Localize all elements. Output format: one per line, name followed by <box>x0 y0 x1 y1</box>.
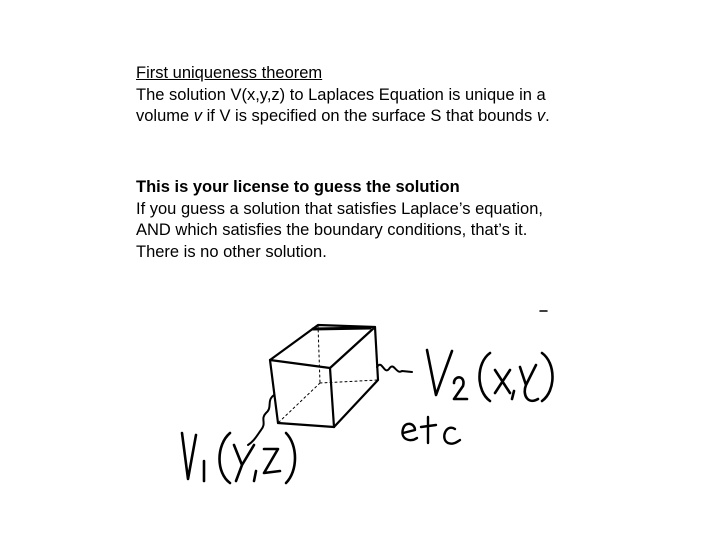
connector-squiggle-right <box>377 365 412 372</box>
theorem-line-2 <box>136 106 606 128</box>
license-line-2: AND which satisfies the boundary conditions, that’s it. <box>136 221 528 239</box>
label-v1 <box>180 433 295 483</box>
cube-drawing <box>270 325 378 427</box>
volume-symbol-2: v <box>536 107 546 125</box>
theorem-line-2-part-2: if V is specified on the surface S that bounds <box>202 107 537 125</box>
theorem-line-2-part-1: volume <box>136 107 194 125</box>
license-line-3: There is no other solution. <box>136 242 327 261</box>
label-v2-text: V2(x,y) <box>425 394 432 396</box>
license-line-1: If you guess a solution that satisfies Laplace’s equation, <box>136 199 543 218</box>
cube-boundary-sketch <box>170 295 570 495</box>
label-v2 <box>425 350 553 401</box>
label-etc-text: etc <box>400 444 403 446</box>
connector-squiggle-left <box>248 395 274 445</box>
label-v1-text: V1(y,z) <box>180 474 187 476</box>
theorem-line-2-end: . <box>545 107 550 125</box>
label-etc <box>400 417 460 446</box>
license-heading: This is your license to guess the solution <box>136 178 460 196</box>
theorem-line-1: The solution V(x,y,z) to Laplaces Equation is unique in a <box>136 85 546 104</box>
theorem-heading: First uniqueness theorem <box>136 64 323 82</box>
theorem-block <box>136 63 606 128</box>
license-block <box>136 177 606 263</box>
volume-symbol: v <box>193 107 203 125</box>
cube-hidden-edges <box>278 325 378 423</box>
